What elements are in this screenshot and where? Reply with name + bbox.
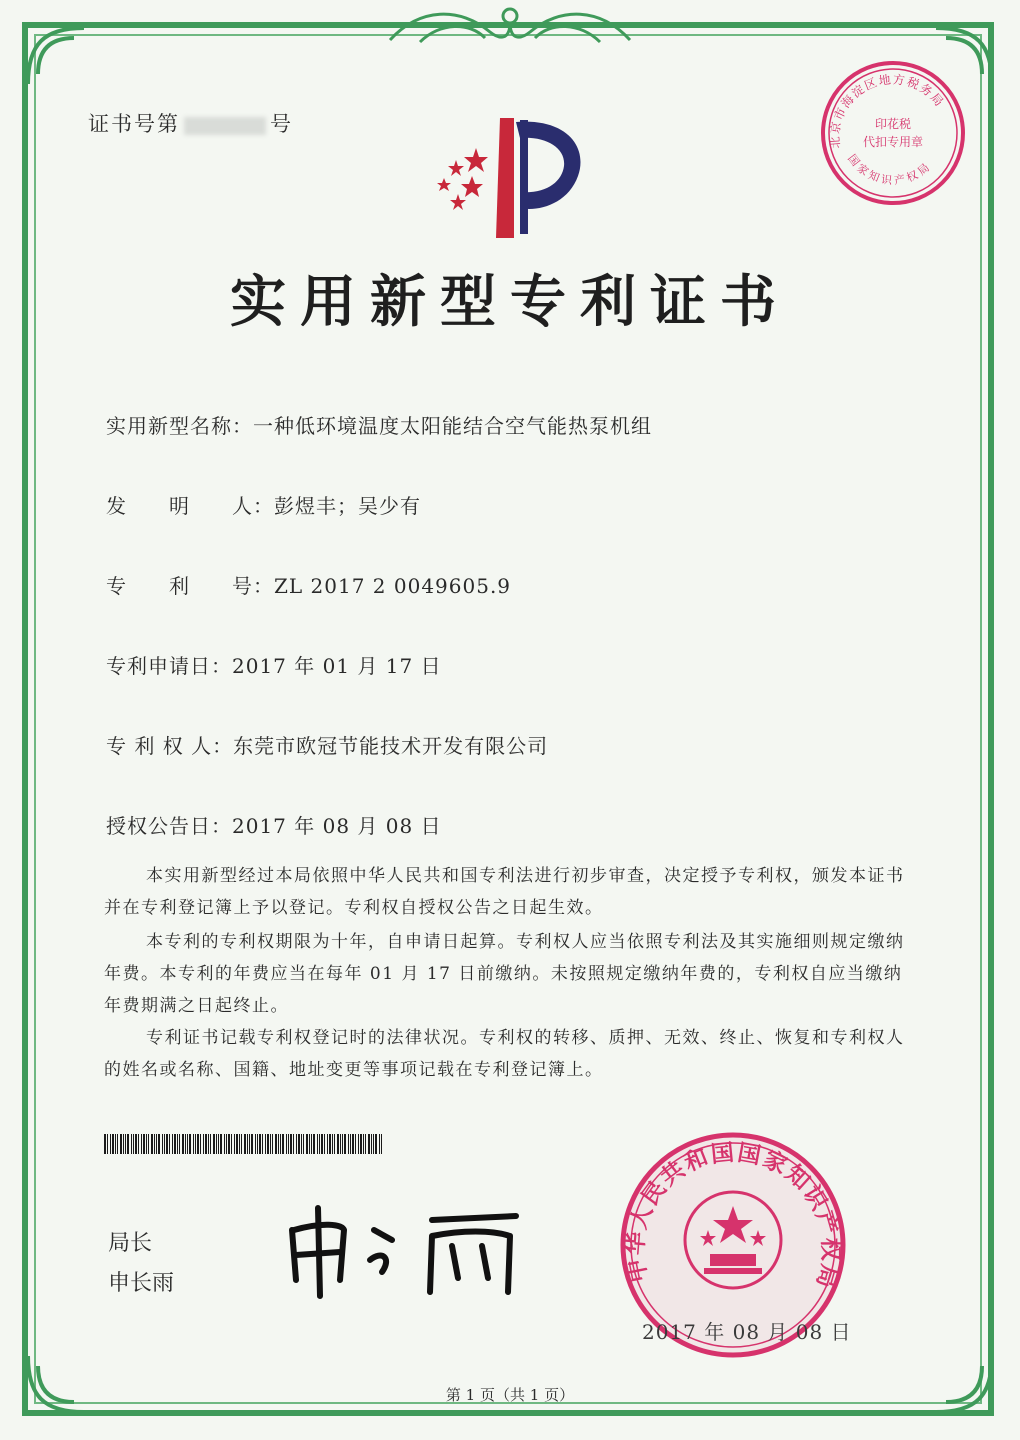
tax-seal-bottom-text: 国家知识产权局	[845, 152, 935, 188]
seal-date: 2017 年 08 月 08 日	[642, 1320, 852, 1344]
tax-seal-ring-text: 北京市海淀区地方税务局	[827, 72, 948, 149]
certificate-number-prefix: 证书号第	[88, 112, 180, 136]
field-label: 专利申请日：	[106, 654, 232, 678]
tax-seal-center-line2: 代扣专用章	[862, 135, 924, 149]
field-utility-model-name	[106, 410, 652, 439]
field-value: 2017 年 01 月 17 日	[232, 654, 442, 678]
field-value: 彭煜丰；吴少有	[274, 494, 421, 518]
officer-title: 局长	[108, 1231, 153, 1256]
seal-ring-text: 中华人民共和国国家知识产权局	[622, 1139, 844, 1293]
field-value: 2017 年 08 月 08 日	[232, 814, 442, 838]
body-paragraph: 专利证书记载专利权登记时的法律状况。专利权的转移、质押、无效、终止、恢复和专利权人的姓名或名称、国籍、地址变更等事项记载在专利登记簿上。	[104, 1028, 905, 1080]
field-label: 授权公告日：	[106, 814, 232, 838]
field-label: 实用新型名称：	[106, 414, 253, 438]
field-label: 专 利 权 人：	[106, 734, 234, 758]
field-value: 一种低环境温度太阳能结合空气能热泵机组	[253, 414, 652, 438]
body-paragraph: 本实用新型经过本局依照中华人民共和国专利法进行初步审查，决定授予专利权，颁发本证书并在专利登记簿上予以登记。专利权自授权公告之日起生效。	[104, 866, 905, 918]
page-footer: 第 1 页（共 1 页）	[445, 1386, 575, 1404]
corner-ornament-icon	[24, 24, 94, 94]
tax-seal-icon	[818, 58, 968, 208]
certificate-number	[88, 108, 293, 138]
barcode-icon	[104, 1134, 384, 1154]
field-grant-date	[106, 810, 442, 839]
body-paragraph: 本专利的专利权期限为十年，自申请日起算。专利权人应当依照专利法及其实施细则规定缴纳年费。本专利的年费应当在每年 01 月 17 日前缴纳。未按照规定缴纳年费的，专利权自应当缴纳年费期满之日起终止。	[104, 932, 905, 1016]
redacted-number	[184, 117, 266, 135]
patent-office-emblem-icon	[428, 108, 598, 248]
svg-text:国家知识产权局	[845, 152, 934, 187]
field-value: 东莞市欧冠节能技术开发有限公司	[233, 734, 549, 758]
field-label: 发 明 人：	[106, 494, 274, 518]
field-inventor	[106, 490, 421, 519]
field-patentee	[106, 730, 548, 759]
corner-ornament-icon	[24, 1346, 94, 1416]
certificate-number-suffix: 号	[270, 112, 293, 136]
officer-name: 申长雨	[108, 1271, 175, 1296]
certificate-title: 实用新型专利证书	[230, 269, 790, 335]
field-application-date	[106, 650, 442, 679]
corner-ornament-icon	[926, 1346, 996, 1416]
tax-seal-center-line1: 印花税	[874, 117, 912, 131]
field-patent-number	[106, 570, 511, 599]
top-ornament-icon	[380, 2, 640, 50]
field-label: 专 利 号：	[106, 574, 274, 598]
field-value: ZL 2017 2 0049605.9	[274, 574, 512, 598]
signature-icon	[282, 1200, 522, 1300]
